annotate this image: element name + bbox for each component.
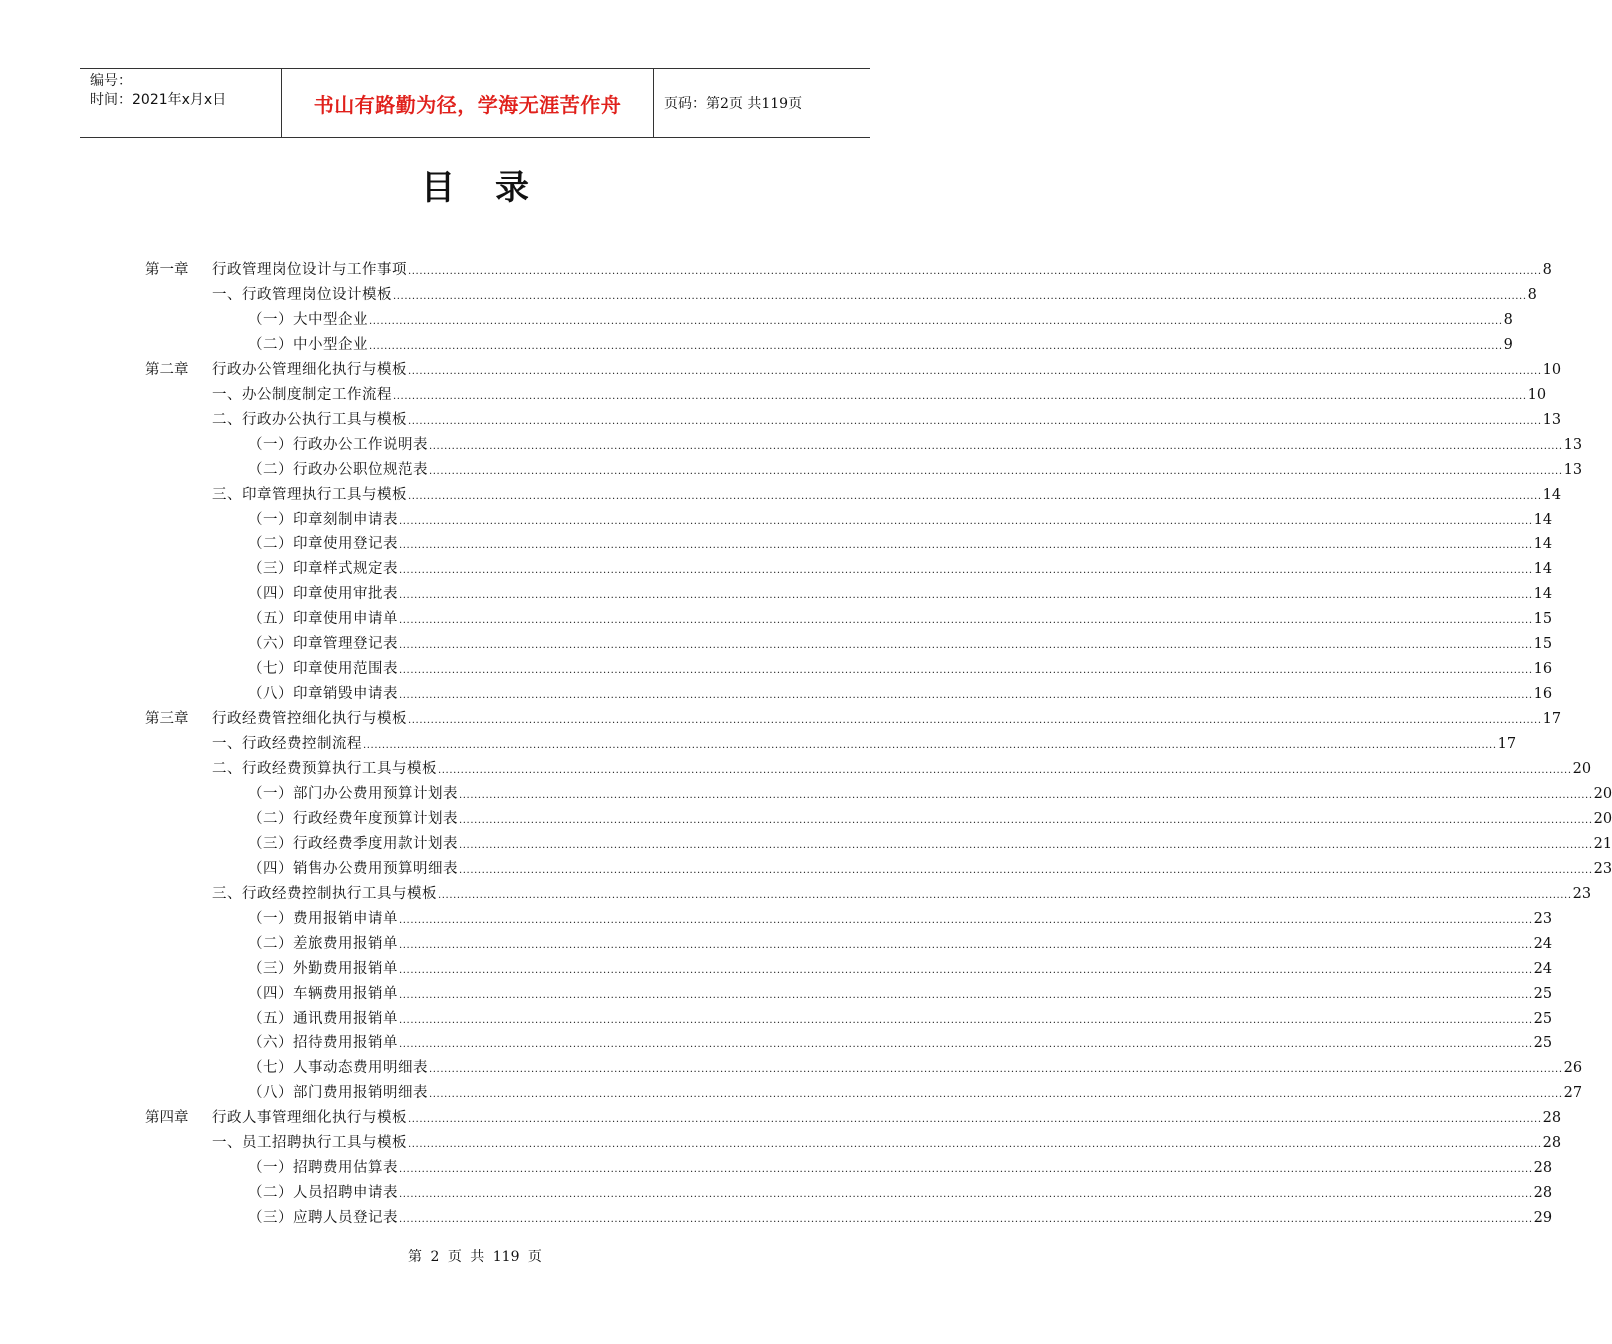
toc-dot-leader: ............................................................................................................................................................................................................................................................................................................ xyxy=(438,889,1572,901)
toc-entry-title: （七）印章使用范围表 xyxy=(248,661,398,678)
toc-entry-title: 行政经费管控细化执行与模板 xyxy=(212,711,407,728)
toc-dot-leader: ............................................................................................................................................................................................................................................................................................................ xyxy=(399,1214,1533,1226)
toc-entry[interactable] xyxy=(248,433,1583,457)
toc-entry[interactable] xyxy=(212,283,1537,307)
toc-dot-leader: ............................................................................................................................................................................................................................................................................................................ xyxy=(399,939,1533,951)
header-motto: 书山有路勤为径，学海无涯苦作舟 xyxy=(282,69,654,137)
toc-page-number: 20 xyxy=(1593,810,1612,827)
toc-chapter-label: 第二章 xyxy=(145,361,189,378)
toc-entry[interactable] xyxy=(248,458,1583,482)
toc-dot-leader: ............................................................................................................................................................................................................................................................................................................ xyxy=(429,1064,1563,1076)
toc-dot-leader: ............................................................................................................................................................................................................................................................................................................ xyxy=(408,715,1542,727)
toc-page-number: 13 xyxy=(1563,436,1583,453)
toc-dot-leader: ............................................................................................................................................................................................................................................................................................................ xyxy=(459,839,1593,851)
toc-dot-leader: ............................................................................................................................................................................................................................................................................................................ xyxy=(408,266,1542,277)
document-time-label: 时间：2021年x月x日 xyxy=(90,92,227,108)
toc-dot-leader: ............................................................................................................................................................................................................................................................................................................ xyxy=(399,540,1533,552)
toc-page-number: 14 xyxy=(1533,561,1553,578)
toc-entry-title: 一、行政经费控制流程 xyxy=(212,736,362,753)
toc-dot-leader: ............................................................................................................................................................................................................................................................................................................ xyxy=(459,814,1593,826)
toc-dot-leader: ............................................................................................................................................................................................................................................................................................................ xyxy=(408,415,1542,427)
toc-page-number: 20 xyxy=(1572,761,1592,777)
toc-entry[interactable] xyxy=(248,682,1553,706)
toc-page-number: 23 xyxy=(1593,860,1612,877)
toc-entry-title: （一）大中型企业 xyxy=(248,311,368,328)
toc-page-number: 14 xyxy=(1533,536,1553,553)
toc-entry[interactable] xyxy=(248,632,1553,656)
toc-entry[interactable] xyxy=(248,1156,1553,1180)
toc-page-number: 28 xyxy=(1542,1135,1562,1152)
toc-entry[interactable] xyxy=(145,1106,1562,1130)
toc-page-number: 15 xyxy=(1533,636,1553,653)
toc-dot-leader: ............................................................................................................................................................................................................................................................................................................ xyxy=(399,615,1533,627)
toc-dot-leader: ............................................................................................................................................................................................................................................................................................................ xyxy=(438,765,1572,776)
toc-entry-title: （一）费用报销申请单 xyxy=(248,910,398,927)
toc-entry[interactable] xyxy=(248,782,1612,806)
toc-entry-title: （四）销售办公费用预算明细表 xyxy=(248,860,458,877)
toc-entry-title: （三）外勤费用报销单 xyxy=(248,960,398,977)
toc-entry-title: （四）印章使用审批表 xyxy=(248,586,398,603)
toc-entry[interactable] xyxy=(248,957,1553,981)
toc-dot-leader: ............................................................................................................................................................................................................................................................................................................ xyxy=(399,640,1533,652)
toc-page-number: 28 xyxy=(1533,1160,1553,1177)
toc-entry[interactable] xyxy=(212,483,1562,507)
toc-entry-title: （一）招聘费用估算表 xyxy=(248,1160,398,1177)
toc-entry-title: （二）行政办公职位规范表 xyxy=(248,461,428,478)
toc-dot-leader: ............................................................................................................................................................................................................................................................................................................ xyxy=(399,690,1533,702)
toc-page-number: 14 xyxy=(1533,511,1553,528)
toc-entry[interactable] xyxy=(248,607,1553,631)
toc-dot-leader: ............................................................................................................................................................................................................................................................................................................ xyxy=(369,315,1503,327)
page-title: 目录 xyxy=(421,168,569,208)
toc-entry[interactable] xyxy=(212,732,1517,756)
toc-dot-leader: ............................................................................................................................................................................................................................................................................................................ xyxy=(429,465,1563,477)
toc-page-number: 10 xyxy=(1542,361,1562,378)
toc-page-number: 28 xyxy=(1542,1110,1562,1127)
toc-entry[interactable] xyxy=(212,408,1562,432)
toc-dot-leader: ............................................................................................................................................................................................................................................................................................................ xyxy=(369,340,1503,352)
toc-entry[interactable] xyxy=(248,932,1553,956)
toc-page-number: 13 xyxy=(1563,461,1583,478)
toc-entry-title: （二）差旅费用报销单 xyxy=(248,935,398,952)
toc-entry[interactable] xyxy=(248,657,1553,681)
toc-entry-title: 一、员工招聘执行工具与模板 xyxy=(212,1135,407,1152)
toc-page-number: 8 xyxy=(1527,286,1537,303)
toc-dot-leader: ............................................................................................................................................................................................................................................................................................................ xyxy=(408,365,1542,377)
toc-page-number: 29 xyxy=(1533,1210,1553,1227)
toc-page-number: 24 xyxy=(1533,960,1553,977)
toc-entry[interactable] xyxy=(248,532,1553,556)
toc-dot-leader: ............................................................................................................................................................................................................................................................................................................ xyxy=(429,440,1563,452)
toc-dot-leader: ............................................................................................................................................................................................................................................................................................................ xyxy=(429,1089,1563,1101)
toc-page-number: 17 xyxy=(1542,711,1562,728)
toc-entry[interactable] xyxy=(212,882,1592,906)
toc-entry[interactable] xyxy=(212,757,1592,781)
toc-dot-leader: ............................................................................................................................................................................................................................................................................................................ xyxy=(408,490,1542,502)
toc-entry-title: （二）印章使用登记表 xyxy=(248,536,398,553)
toc-dot-leader: ............................................................................................................................................................................................................................................................................................................ xyxy=(399,590,1533,602)
toc-entry-title: （七）人事动态费用明细表 xyxy=(248,1060,428,1077)
toc-entry[interactable] xyxy=(145,358,1562,382)
toc-page-number: 13 xyxy=(1542,411,1562,428)
toc-entry-title: 行政管理岗位设计与工作事项 xyxy=(212,262,407,278)
toc-entry[interactable] xyxy=(248,508,1553,532)
toc-page-number: 14 xyxy=(1542,486,1562,503)
toc-entry-title: 一、行政管理岗位设计模板 xyxy=(212,286,392,303)
toc-entry[interactable] xyxy=(248,1056,1583,1080)
toc-entry-title: （一）印章刻制申请表 xyxy=(248,511,398,528)
toc-entry[interactable] xyxy=(248,1081,1583,1105)
toc-page-number: 14 xyxy=(1533,586,1553,603)
toc-entry-title: （二）中小型企业 xyxy=(248,336,368,353)
toc-page-number: 25 xyxy=(1533,1010,1553,1027)
toc-entry[interactable] xyxy=(248,1007,1553,1031)
toc-entry-title: （四）车辆费用报销单 xyxy=(248,985,398,1002)
toc-chapter-label: 第一章 xyxy=(145,262,189,278)
toc-dot-leader: ............................................................................................................................................................................................................................................................................................................ xyxy=(399,989,1533,1001)
toc-page-number: 25 xyxy=(1533,985,1553,1002)
toc-entry-title: （一）部门办公费用预算计划表 xyxy=(248,785,458,802)
header-meta xyxy=(80,69,282,137)
toc-entry-title: 二、行政经费预算执行工具与模板 xyxy=(212,761,437,777)
toc-entry[interactable] xyxy=(248,582,1553,606)
toc-entry-title: （三）行政经费季度用款计划表 xyxy=(248,835,458,852)
toc-entry-title: （五）印章使用申请单 xyxy=(248,611,398,628)
toc-entry[interactable] xyxy=(212,1131,1562,1155)
toc-page-number: 10 xyxy=(1527,386,1547,403)
toc-page-number: 16 xyxy=(1533,661,1553,678)
toc-chapter-label: 第四章 xyxy=(145,1110,189,1127)
toc-dot-leader: ............................................................................................................................................................................................................................................................................................................ xyxy=(399,1039,1533,1051)
toc-page-number: 20 xyxy=(1593,785,1612,802)
toc-entry[interactable] xyxy=(248,333,1513,357)
toc-page-number: 23 xyxy=(1533,910,1553,927)
toc-entry[interactable] xyxy=(212,383,1547,407)
toc-dot-leader: ............................................................................................................................................................................................................................................................................................................ xyxy=(459,864,1593,876)
toc-dot-leader: ............................................................................................................................................................................................................................................................................................................ xyxy=(459,789,1593,801)
toc-entry-title: 行政办公管理细化执行与模板 xyxy=(212,361,407,378)
toc-entry-title: （六）招待费用报销单 xyxy=(248,1035,398,1052)
toc-page-number: 8 xyxy=(1503,311,1513,328)
toc-dot-leader: ............................................................................................................................................................................................................................................................................................................ xyxy=(393,390,1527,402)
toc-entry[interactable] xyxy=(248,832,1612,856)
toc-entry[interactable] xyxy=(248,1181,1553,1205)
toc-page-number: 28 xyxy=(1533,1185,1553,1202)
toc-entry-title: 二、行政办公执行工具与模板 xyxy=(212,411,407,428)
toc-page-number: 26 xyxy=(1563,1060,1583,1077)
toc-dot-leader: ............................................................................................................................................................................................................................................................................................................ xyxy=(393,290,1527,302)
toc-entry[interactable] xyxy=(145,258,1552,282)
toc-entry-title: （八）印章销毁申请表 xyxy=(248,686,398,703)
toc-entry-title: （二）行政经费年度预算计划表 xyxy=(248,810,458,827)
toc-entry-title: （五）通讯费用报销单 xyxy=(248,1010,398,1027)
toc-dot-leader: ............................................................................................................................................................................................................................................................................................................ xyxy=(408,1139,1542,1151)
toc-dot-leader: ............................................................................................................................................................................................................................................................................................................ xyxy=(399,1189,1533,1201)
toc-dot-leader: ............................................................................................................................................................................................................................................................................................................ xyxy=(363,740,1497,752)
toc-page-number: 8 xyxy=(1542,262,1552,278)
page-footer: 第 2 页 共 119 页 xyxy=(408,1249,542,1265)
toc-entry-title: （六）印章管理登记表 xyxy=(248,636,398,653)
toc-entry-title: 三、印章管理执行工具与模板 xyxy=(212,486,407,503)
toc-entry[interactable] xyxy=(248,982,1553,1006)
toc-dot-leader: ............................................................................................................................................................................................................................................................................................................ xyxy=(399,964,1533,976)
toc-chapter-label: 第三章 xyxy=(145,711,189,728)
toc-dot-leader: ............................................................................................................................................................................................................................................................................................................ xyxy=(399,1014,1533,1026)
toc-entry[interactable] xyxy=(248,557,1553,581)
document-number-label: 编号： xyxy=(90,73,132,89)
toc-entry-title: （八）部门费用报销明细表 xyxy=(248,1085,428,1102)
toc-page-number: 24 xyxy=(1533,935,1553,952)
toc-dot-leader: ............................................................................................................................................................................................................................................................................................................ xyxy=(399,515,1533,527)
toc-page-number: 16 xyxy=(1533,686,1553,703)
toc-entry-title: 行政人事管理细化执行与模板 xyxy=(212,1110,407,1127)
toc-page-number: 27 xyxy=(1563,1085,1583,1102)
toc-dot-leader: ............................................................................................................................................................................................................................................................................................................ xyxy=(399,565,1533,577)
header-page-info: 页码：第2页 共119页 xyxy=(664,96,803,112)
toc-entry-title: （二）人员招聘申请表 xyxy=(248,1185,398,1202)
toc-entry[interactable] xyxy=(248,857,1612,881)
toc-entry[interactable] xyxy=(145,707,1562,731)
toc-dot-leader: ............................................................................................................................................................................................................................................................................................................ xyxy=(399,914,1533,926)
toc-page-number: 17 xyxy=(1497,736,1517,753)
toc-entry[interactable] xyxy=(248,1206,1553,1230)
toc-page-number: 25 xyxy=(1533,1035,1553,1052)
toc-entry[interactable] xyxy=(248,308,1513,332)
toc-entry[interactable] xyxy=(248,907,1553,931)
toc-page-number: 9 xyxy=(1503,336,1513,353)
toc-entry-title: 三、行政经费控制执行工具与模板 xyxy=(212,885,437,902)
toc-dot-leader: ............................................................................................................................................................................................................................................................................................................ xyxy=(408,1114,1542,1126)
toc-entry-title: （三）印章样式规定表 xyxy=(248,561,398,578)
toc-entry-title: （三）应聘人员登记表 xyxy=(248,1210,398,1227)
toc-entry[interactable] xyxy=(248,1031,1553,1055)
toc-entry-title: 一、办公制度制定工作流程 xyxy=(212,386,392,403)
page-header xyxy=(80,68,870,138)
toc-entry-title: （一）行政办公工作说明表 xyxy=(248,436,428,453)
toc-entry[interactable] xyxy=(248,807,1612,831)
toc-page-number: 23 xyxy=(1572,885,1592,902)
toc-page-number: 21 xyxy=(1593,835,1612,852)
toc-page-number: 15 xyxy=(1533,611,1553,628)
toc-dot-leader: ............................................................................................................................................................................................................................................................................................................ xyxy=(399,1164,1533,1176)
toc-dot-leader: ............................................................................................................................................................................................................................................................................................................ xyxy=(399,665,1533,677)
